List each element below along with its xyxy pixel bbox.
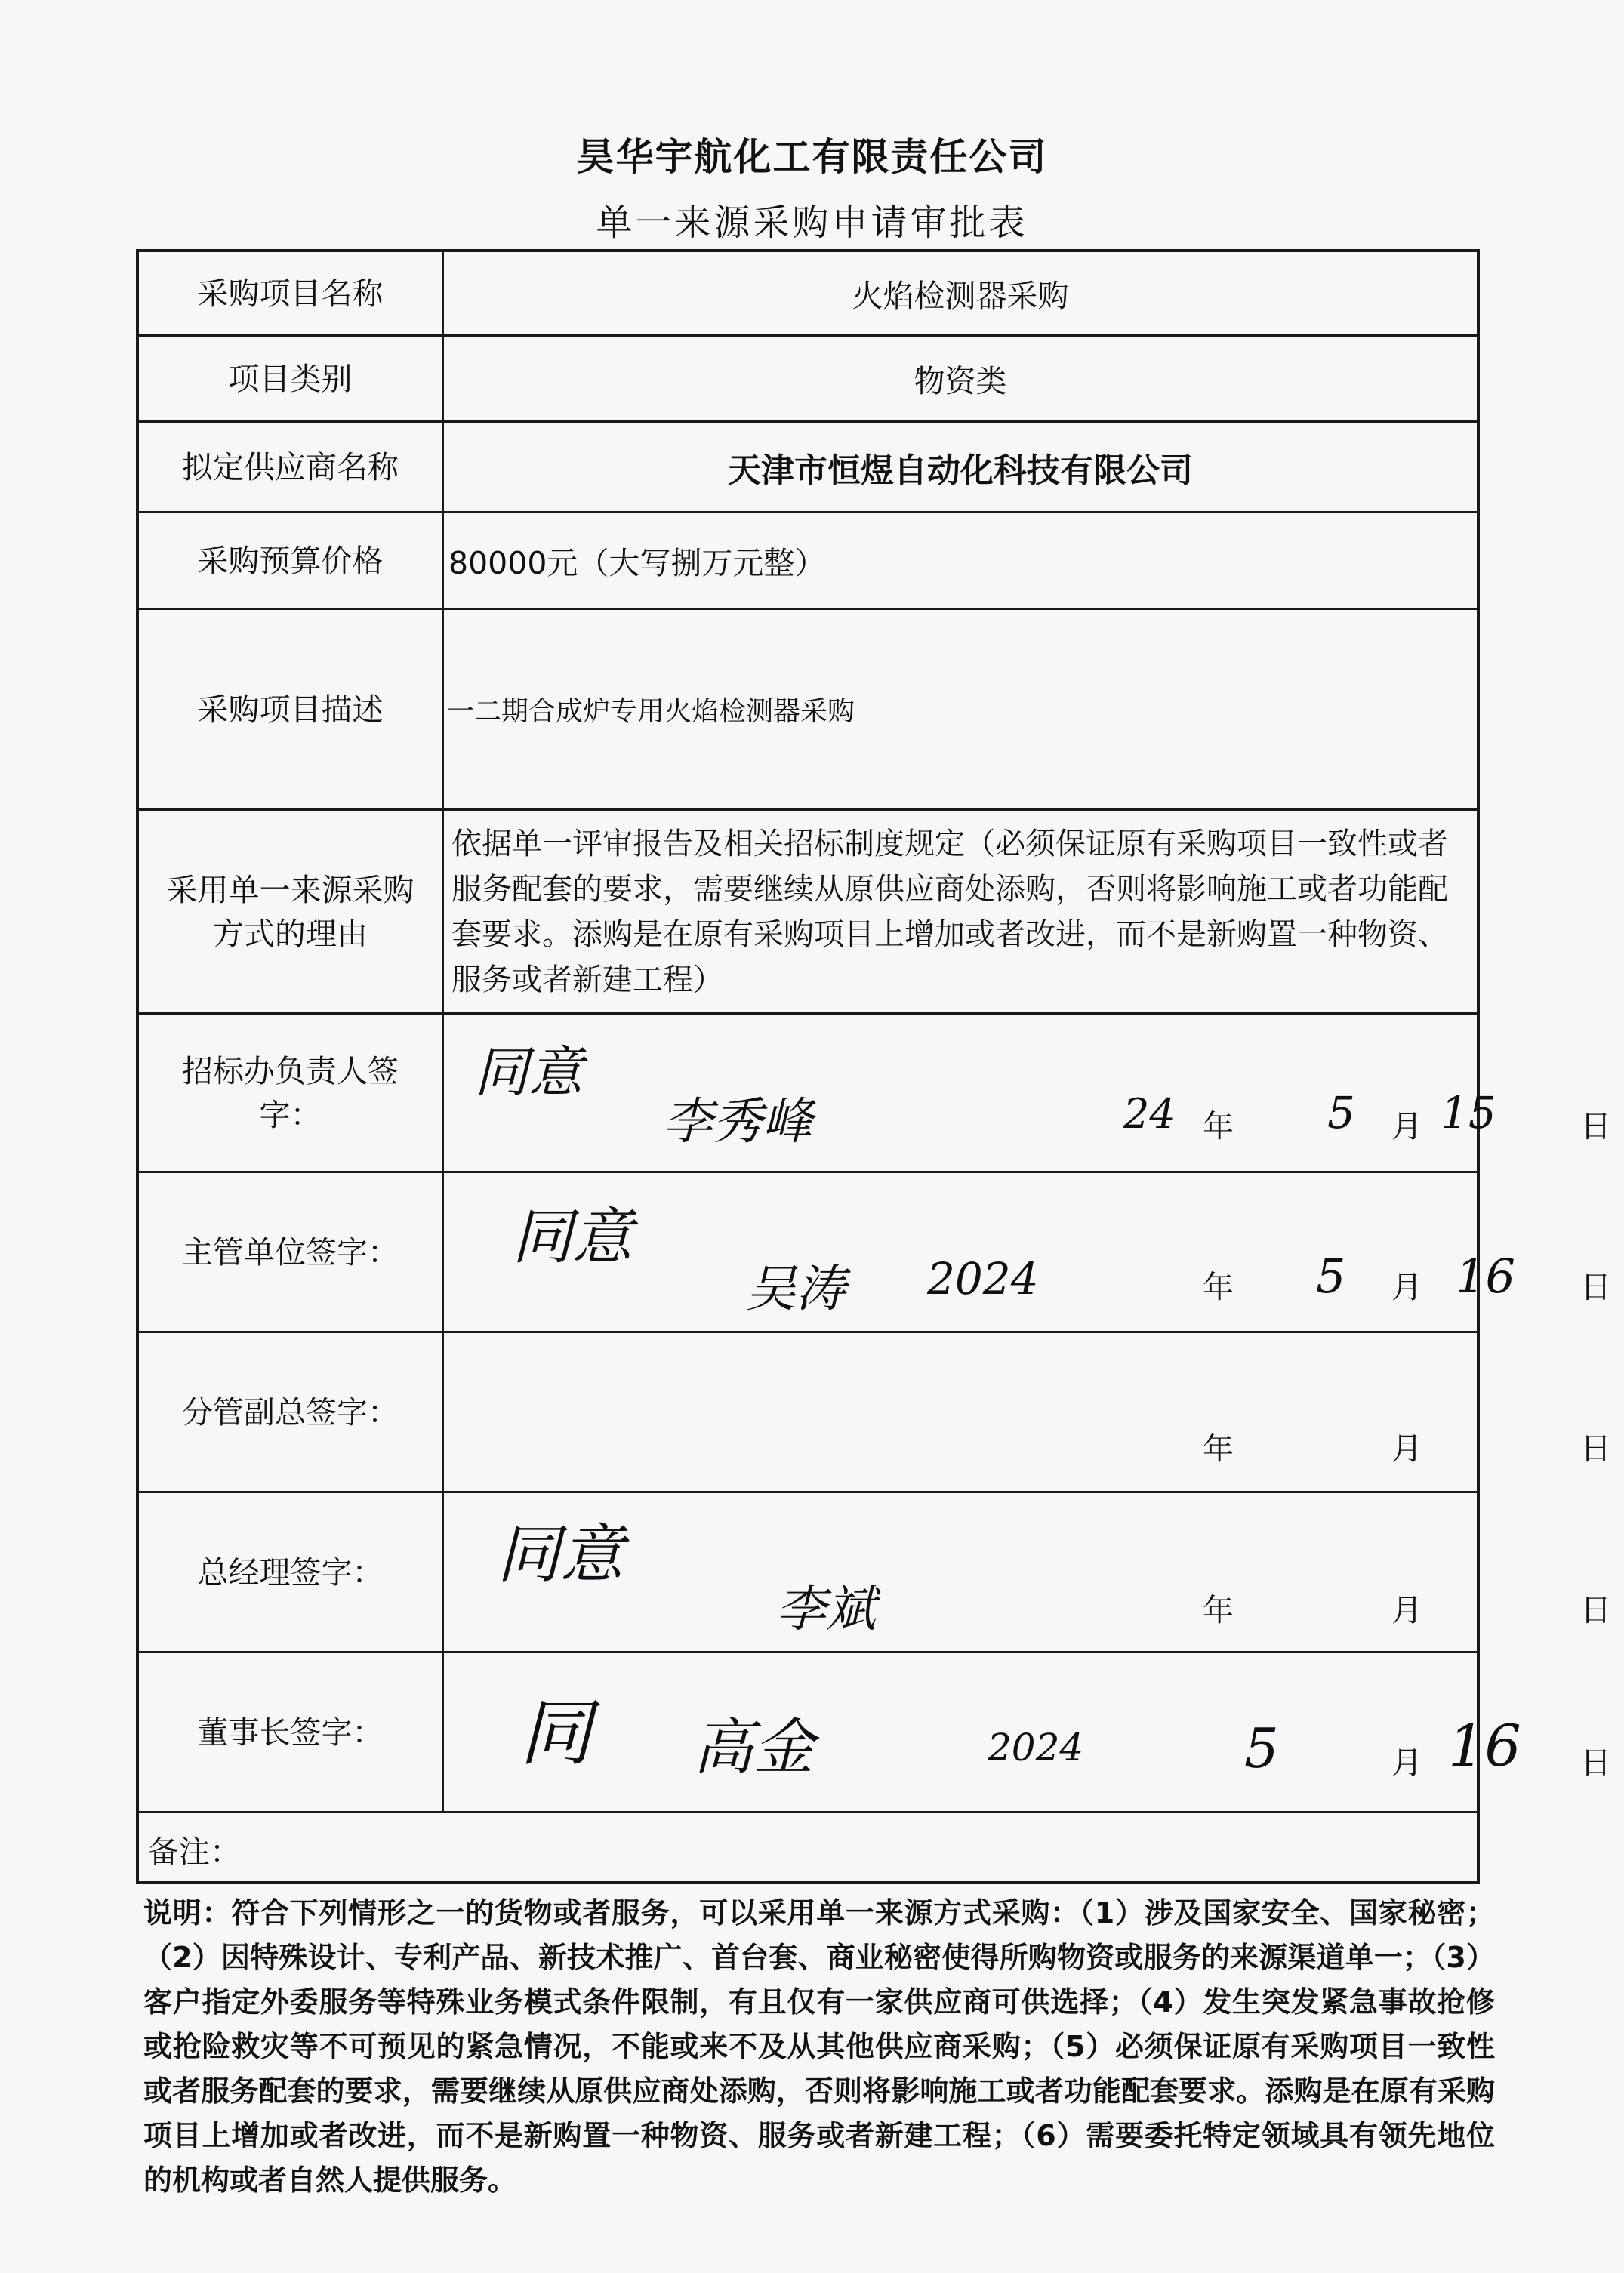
chairman-day-handwriting: 16 [1448,1712,1521,1779]
row-reason [139,811,1477,1015]
form-title: 单一来源采购申请审批表 [596,202,1028,244]
bidding-office-month-unit: 月 [1391,1108,1422,1144]
bidding-office-year-unit: 年 [1203,1108,1234,1144]
deputy-gm-year-unit: 年 [1203,1431,1234,1467]
row-bidding-office-signature [139,1015,1611,1173]
row-supplier [139,423,1477,513]
deputy-gm-sign-area [444,1333,1611,1491]
supplier-value: 天津市恒煜自动化科技有限公司 [728,451,1193,490]
supervisor-unit-sign-area [444,1173,1611,1331]
general-manager-signature-handwriting: 李斌 [776,1580,876,1638]
general-manager-sign-area [444,1493,1611,1651]
chairman-year-handwriting: 2024 [988,1726,1084,1769]
bidding-office-sign-area [444,1015,1611,1171]
chairman-month-handwriting: 5 [1244,1717,1279,1780]
bidding-office-day-handwriting: 15 [1441,1087,1496,1138]
supervisor-unit-day-unit: 日 [1580,1269,1611,1305]
general-manager-day-unit: 日 [1580,1592,1611,1628]
chairman-label: 董事长签字： [139,1653,444,1811]
row-deputy-gm-signature [139,1333,1611,1493]
deputy-gm-month-unit: 月 [1391,1431,1422,1467]
bidding-office-opinion-handwriting: 同意 [474,1040,584,1104]
bidding-office-label: 招标办负责人签字： [139,1015,444,1171]
project-name-label: 采购项目名称 [139,252,444,334]
project-name-value: 火焰检测器采购 [852,278,1069,314]
chairman-sign-area [444,1653,1611,1811]
bidding-office-month-handwriting: 5 [1327,1087,1355,1138]
deputy-gm-day-unit: 日 [1580,1431,1611,1467]
row-general-manager-signature [139,1493,1611,1653]
row-category [139,337,1477,423]
deputy-gm-label: 分管副总签字： [139,1333,444,1491]
bidding-office-day-unit: 日 [1580,1108,1611,1144]
chairman-month-unit: 月 [1391,1745,1422,1781]
row-supervisor-unit-signature [139,1173,1611,1333]
bidding-office-year-handwriting: 24 [1123,1090,1176,1138]
supervisor-unit-signature-handwriting: 吴涛 [746,1260,846,1318]
row-project-name [139,252,1477,337]
category-value: 物资类 [914,363,1007,399]
supervisor-unit-month-handwriting: 5 [1316,1249,1346,1304]
approval-form-table [136,249,1611,1884]
description-value: 一二期合成炉专用火焰检测器采购 [447,696,855,727]
row-description [139,610,1477,811]
budget-label: 采购预算价格 [139,513,444,608]
general-manager-year-unit: 年 [1203,1592,1234,1628]
general-manager-label: 总经理签字： [139,1493,444,1651]
general-manager-opinion-handwriting: 同意 [497,1517,624,1591]
row-budget [139,513,1477,610]
bidding-office-signature-handwriting: 李秀峰 [663,1092,812,1150]
supervisor-unit-year-unit: 年 [1203,1269,1234,1305]
company-name: 昊华宇航化工有限责任公司 [576,135,1048,179]
explanatory-note: 说明：符合下列情形之一的货物或者服务，可以采用单一来源方式采购：（1）涉及国家安全、国家秘密；（2）因特殊设计、专利产品、新技术推广、首台套、商业秘密使得所购物资或服务的来源渠道单一；（3）客户指定外委服务等特殊业务模式条件限制，有且仅有一家供应商可供选择；（4）发生突发紧急事故抢修或抢险救灾等不可预见的紧急情况，不能或来不及从其他供应商采购；（5）必须保证原有采购项目一致性或者服务配套的要求，需要继续从原供应商处添购，否则将影响施工或者功能配套要求。添购是在原有采购项目上增加或者改进，而不是新购置一种物资、服务或者新建工程；（6）需要委托特定领域具有领先地位的机构或者自然人提供服务。 [143,1896,1495,2197]
supervisor-unit-year-handwriting: 2024 [927,1253,1039,1304]
supervisor-unit-label: 主管单位签字： [139,1173,444,1331]
supervisor-unit-opinion-handwriting: 同意 [512,1202,633,1272]
remark-label: 备注： [148,1833,241,1870]
chairman-opinion-handwriting: 同 [519,1691,592,1776]
supplier-label: 拟定供应商名称 [139,423,444,511]
row-remark [139,1813,1477,1884]
description-label: 采购项目描述 [139,610,444,808]
supervisor-unit-day-handwriting: 16 [1456,1249,1515,1304]
supervisor-unit-month-unit: 月 [1391,1269,1422,1305]
general-manager-month-unit: 月 [1391,1592,1422,1628]
row-chairman-signature [139,1653,1611,1813]
reason-label: 采用单一来源采购方式的理由 [139,811,444,1012]
reason-value: 依据单一评审报告及相关招标制度规定（必须保证原有采购项目一致性或者服务配套的要求，需要继续从原供应商处添购，否则将影响施工或者功能配套要求。添购是在原有采购项目上增加或者改进，而不是新购置一种物资、服务或者新建工程） [451,826,1448,997]
category-label: 项目类别 [139,337,444,420]
chairman-signature-handwriting: 高金 [693,1712,814,1782]
budget-value: 80000元（大写捌万元整） [448,545,826,581]
chairman-day-unit: 日 [1580,1745,1611,1781]
